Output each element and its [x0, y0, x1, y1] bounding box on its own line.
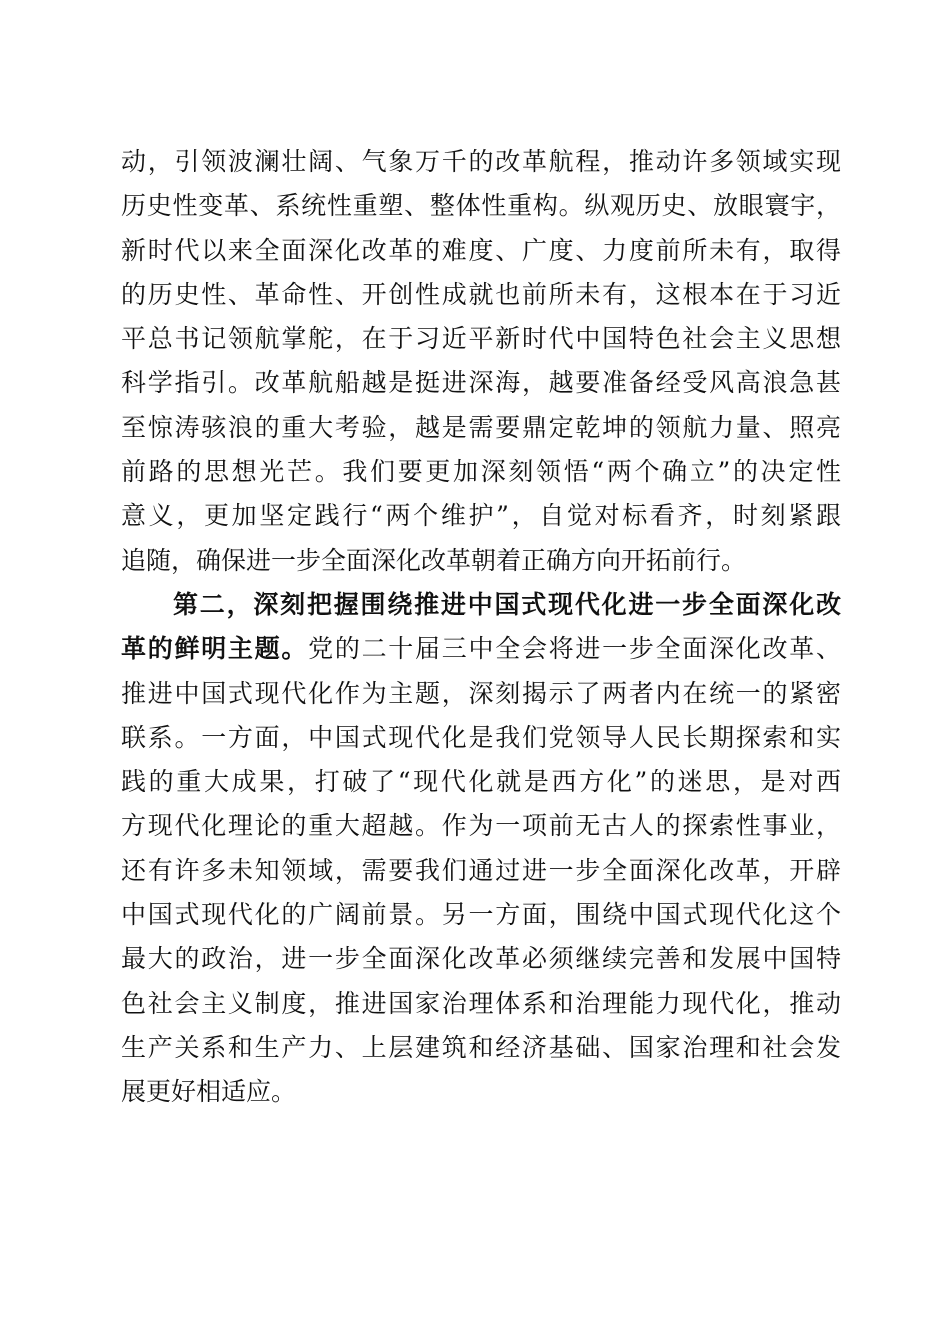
- text-line: 最大的政治，进一步全面深化改革必须继续完善和发展中国特: [121, 944, 841, 974]
- text-line: 至惊涛骇浪的重大考验，越是需要鼎定乾坤的领航力量、照亮: [121, 412, 841, 442]
- text-line: 推进中国式现代化作为主题，深刻揭示了两者内在统一的紧密: [121, 678, 841, 708]
- section-heading-end: 革的鲜明主题。: [121, 634, 309, 664]
- text-line: 的历史性、革命性、开创性成就也前所未有，这根本在于习近: [121, 279, 841, 309]
- text-line: 动，引领波澜壮阔、气象万千的改革航程，推动许多领域实现: [121, 147, 841, 176]
- text-line: 历史性变革、系统性重塑、整体性重构。纵观历史、放眼寰宇，: [121, 191, 841, 221]
- text-line: 还有许多未知领域，需要我们通过进一步全面深化改革，开辟: [121, 855, 841, 885]
- text-line: 展更好相适应。: [121, 1077, 297, 1107]
- text-line: 平总书记领航掌舵，在于习近平新时代中国特色社会主义思想: [121, 324, 841, 354]
- text-line-mixed: [121, 627, 841, 671]
- text-line: 新时代以来全面深化改革的难度、广度、力度前所未有，取得: [121, 235, 841, 265]
- text-line: 前路的思想光芒。我们要更加深刻领悟“两个确立”的决定性: [121, 457, 841, 487]
- text-line: 中国式现代化的广阔前景。另一方面，围绕中国式现代化这个: [121, 900, 841, 930]
- text-line: 意义，更加坚定践行“两个维护”，自觉对标看齐，时刻紧跟: [121, 501, 841, 531]
- text-line: 科学指引。改革航船越是挺进深海，越要准备经受风高浪急甚: [121, 368, 841, 398]
- text-line: 色社会主义制度，推进国家治理体系和治理能力现代化，推动: [121, 988, 841, 1018]
- body-text: [121, 140, 841, 1115]
- text-line: 联系。一方面，中国式现代化是我们党领导人民长期探索和实: [121, 722, 841, 752]
- text-line: 方现代化理论的重大超越。作为一项前无古人的探索性事业，: [121, 811, 841, 841]
- section-heading-line: 第二，深刻把握围绕推进中国式现代化进一步全面深化改: [173, 589, 841, 619]
- text-line: 追随，确保进一步全面深化改革朝着正确方向开拓前行。: [121, 545, 747, 575]
- text-line: 践的重大成果，打破了“现代化就是西方化”的迷思，是对西: [121, 767, 841, 797]
- text-span: 党的二十届三中全会将进一步全面深化改革、: [308, 634, 841, 664]
- text-line: 生产关系和生产力、上层建筑和经济基础、国家治理和社会发: [121, 1032, 841, 1062]
